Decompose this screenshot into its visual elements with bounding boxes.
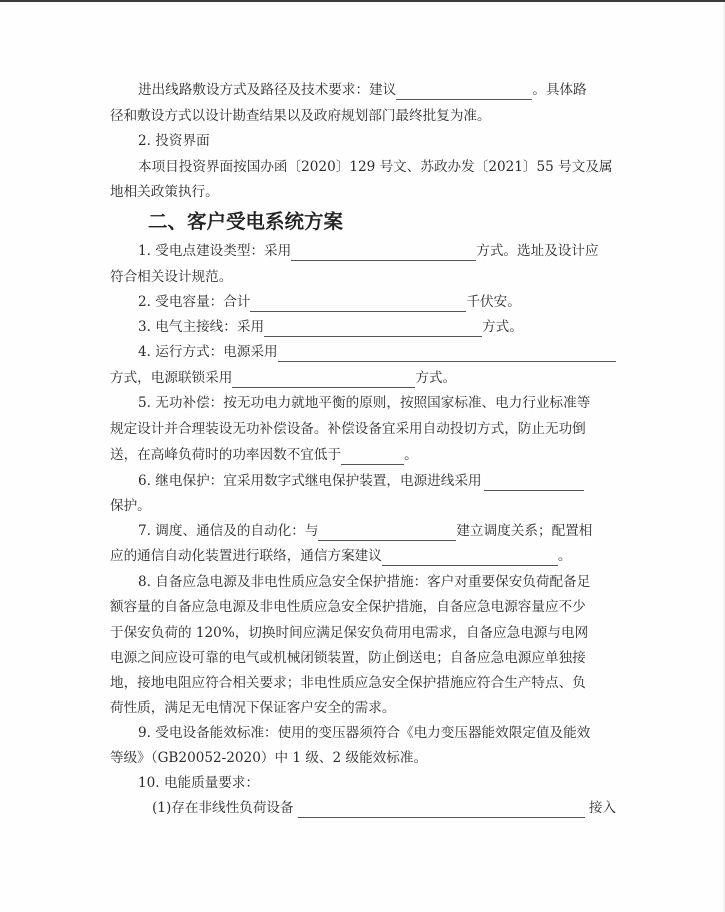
item10-sub1-label: (1)存在非线性负荷设备: [152, 800, 294, 816]
item8-line-5: 地，接地电阻应符合相关要求；非电性质应急安全保护措施应符合生产特点、负: [110, 675, 586, 691]
item5-line-2: 规定设计并合理装设无功补偿设备。补偿设备宜采用自动投切方式，防止无功倒: [110, 421, 586, 437]
item10-sub1: [152, 798, 616, 818]
item7-label: 7. 调度、通信及的自动化：与: [138, 523, 319, 539]
item6-line-2: 保护。: [110, 498, 151, 514]
item10-sub1-blank[interactable]: [298, 802, 585, 818]
power-factor-blank[interactable]: [341, 449, 404, 465]
item1-tail: 方式。选址及设计应: [476, 243, 599, 259]
item7-blank-1[interactable]: [318, 525, 456, 541]
item10-sub1-tail: 接入: [588, 800, 616, 816]
item5-line-1: 5. 无功补偿：按无功电力就地平衡的原则，按照国家标准、电力行业标准等: [138, 395, 591, 411]
item7-tail-1: 建立调度关系；配置相: [456, 523, 593, 539]
item7-tail-2: 。: [557, 548, 572, 564]
item7-label-2: 应的通信自动化装置进行联络，通信方案建议: [110, 548, 382, 564]
item4-line-1: [138, 342, 616, 362]
section-heading: 二、客户受电系统方案: [148, 210, 344, 233]
item10-title: 10. 电能质量要求：: [138, 775, 260, 791]
item7-line-1: [138, 521, 616, 541]
item6-blank[interactable]: [484, 475, 584, 491]
item2-line: [138, 292, 616, 312]
item4-blank-2[interactable]: [232, 372, 415, 388]
item8-line-3: 于保安负荷的 120%，切换时间应满足保安负荷用电需求，自备应急电源与电网: [110, 625, 589, 641]
item7-blank-2[interactable]: [382, 550, 558, 566]
item9-line-1: 9. 受电设备能效标准：使用的变压器须符合《电力变压器能效限定值及能效: [138, 725, 591, 741]
item3-blank[interactable]: [264, 321, 482, 337]
item6-label: 6. 继电保护：宜采用数字式继电保护装置，电源进线采用: [138, 473, 482, 489]
item1-line-1: [138, 241, 616, 261]
item4-label-2: 方式，电源联锁采用: [110, 370, 233, 386]
investment-line-2: 地相关政策执行。: [110, 184, 219, 200]
item1-line-2: 符合相关设计规范。: [110, 269, 233, 285]
routing-text: 进出线路敷设方式及路径及技术要求：建议: [138, 82, 397, 98]
routing-suggestion-blank[interactable]: [396, 84, 532, 100]
item2-label: 2. 受电容量：合计: [138, 294, 251, 310]
top-border: [0, 0, 725, 2]
item5-line-3: [110, 445, 616, 465]
routing-text-tail: 。具体路: [532, 82, 587, 98]
item6-line-1: [138, 471, 616, 491]
item5-tail: 。: [404, 447, 418, 463]
item2-blank[interactable]: [250, 296, 466, 312]
item4-line-2: [110, 368, 616, 388]
routing-line-1: [138, 80, 616, 100]
item3-label: 3. 电气主接线：采用: [138, 319, 265, 335]
item3-line: [138, 317, 616, 337]
item1-label: 1. 受电点建设类型：采用: [138, 243, 292, 259]
item4-label: 4. 运行方式：电源采用: [138, 344, 278, 360]
item3-tail: 方式。: [482, 319, 523, 335]
item8-line-1: 8. 自备应急电源及非电性质应急安全保护措施：客户对重要保安负荷配备足: [138, 574, 591, 590]
item1-blank[interactable]: [291, 245, 476, 261]
item9-line-2: 等级》（GB20052-2020）中 1 级、2 级能效标准。: [110, 750, 428, 766]
item4-tail: 方式。: [415, 370, 457, 386]
item7-line-2: [110, 546, 616, 566]
section-investment-title: 2. 投资界面: [138, 133, 210, 149]
item8-line-2: 额容量的自备应急电源及非电性质应急安全保护措施，自备应急电源容量应不少: [110, 599, 586, 615]
item4-blank-1[interactable]: [278, 346, 616, 362]
routing-line-2: 径和敷设方式以设计勘查结果以及政府规划部门最终批复为准。: [110, 108, 491, 124]
item8-line-4: 电源之间应设可靠的电气或机械闭锁装置，防止倒送电；自备应急电源应单独接: [110, 650, 586, 666]
item8-line-6: 荷性质，满足无电情况下保证客户安全的需求。: [110, 700, 396, 716]
item5-label-3: 送，在高峰负荷时的功率因数不宜低于: [110, 447, 342, 463]
item2-tail: 千伏安。: [466, 294, 521, 310]
investment-line-1: 本项目投资界面按国办函〔2020〕129 号文、苏政办发〔2021〕55 号文及属: [138, 159, 613, 175]
